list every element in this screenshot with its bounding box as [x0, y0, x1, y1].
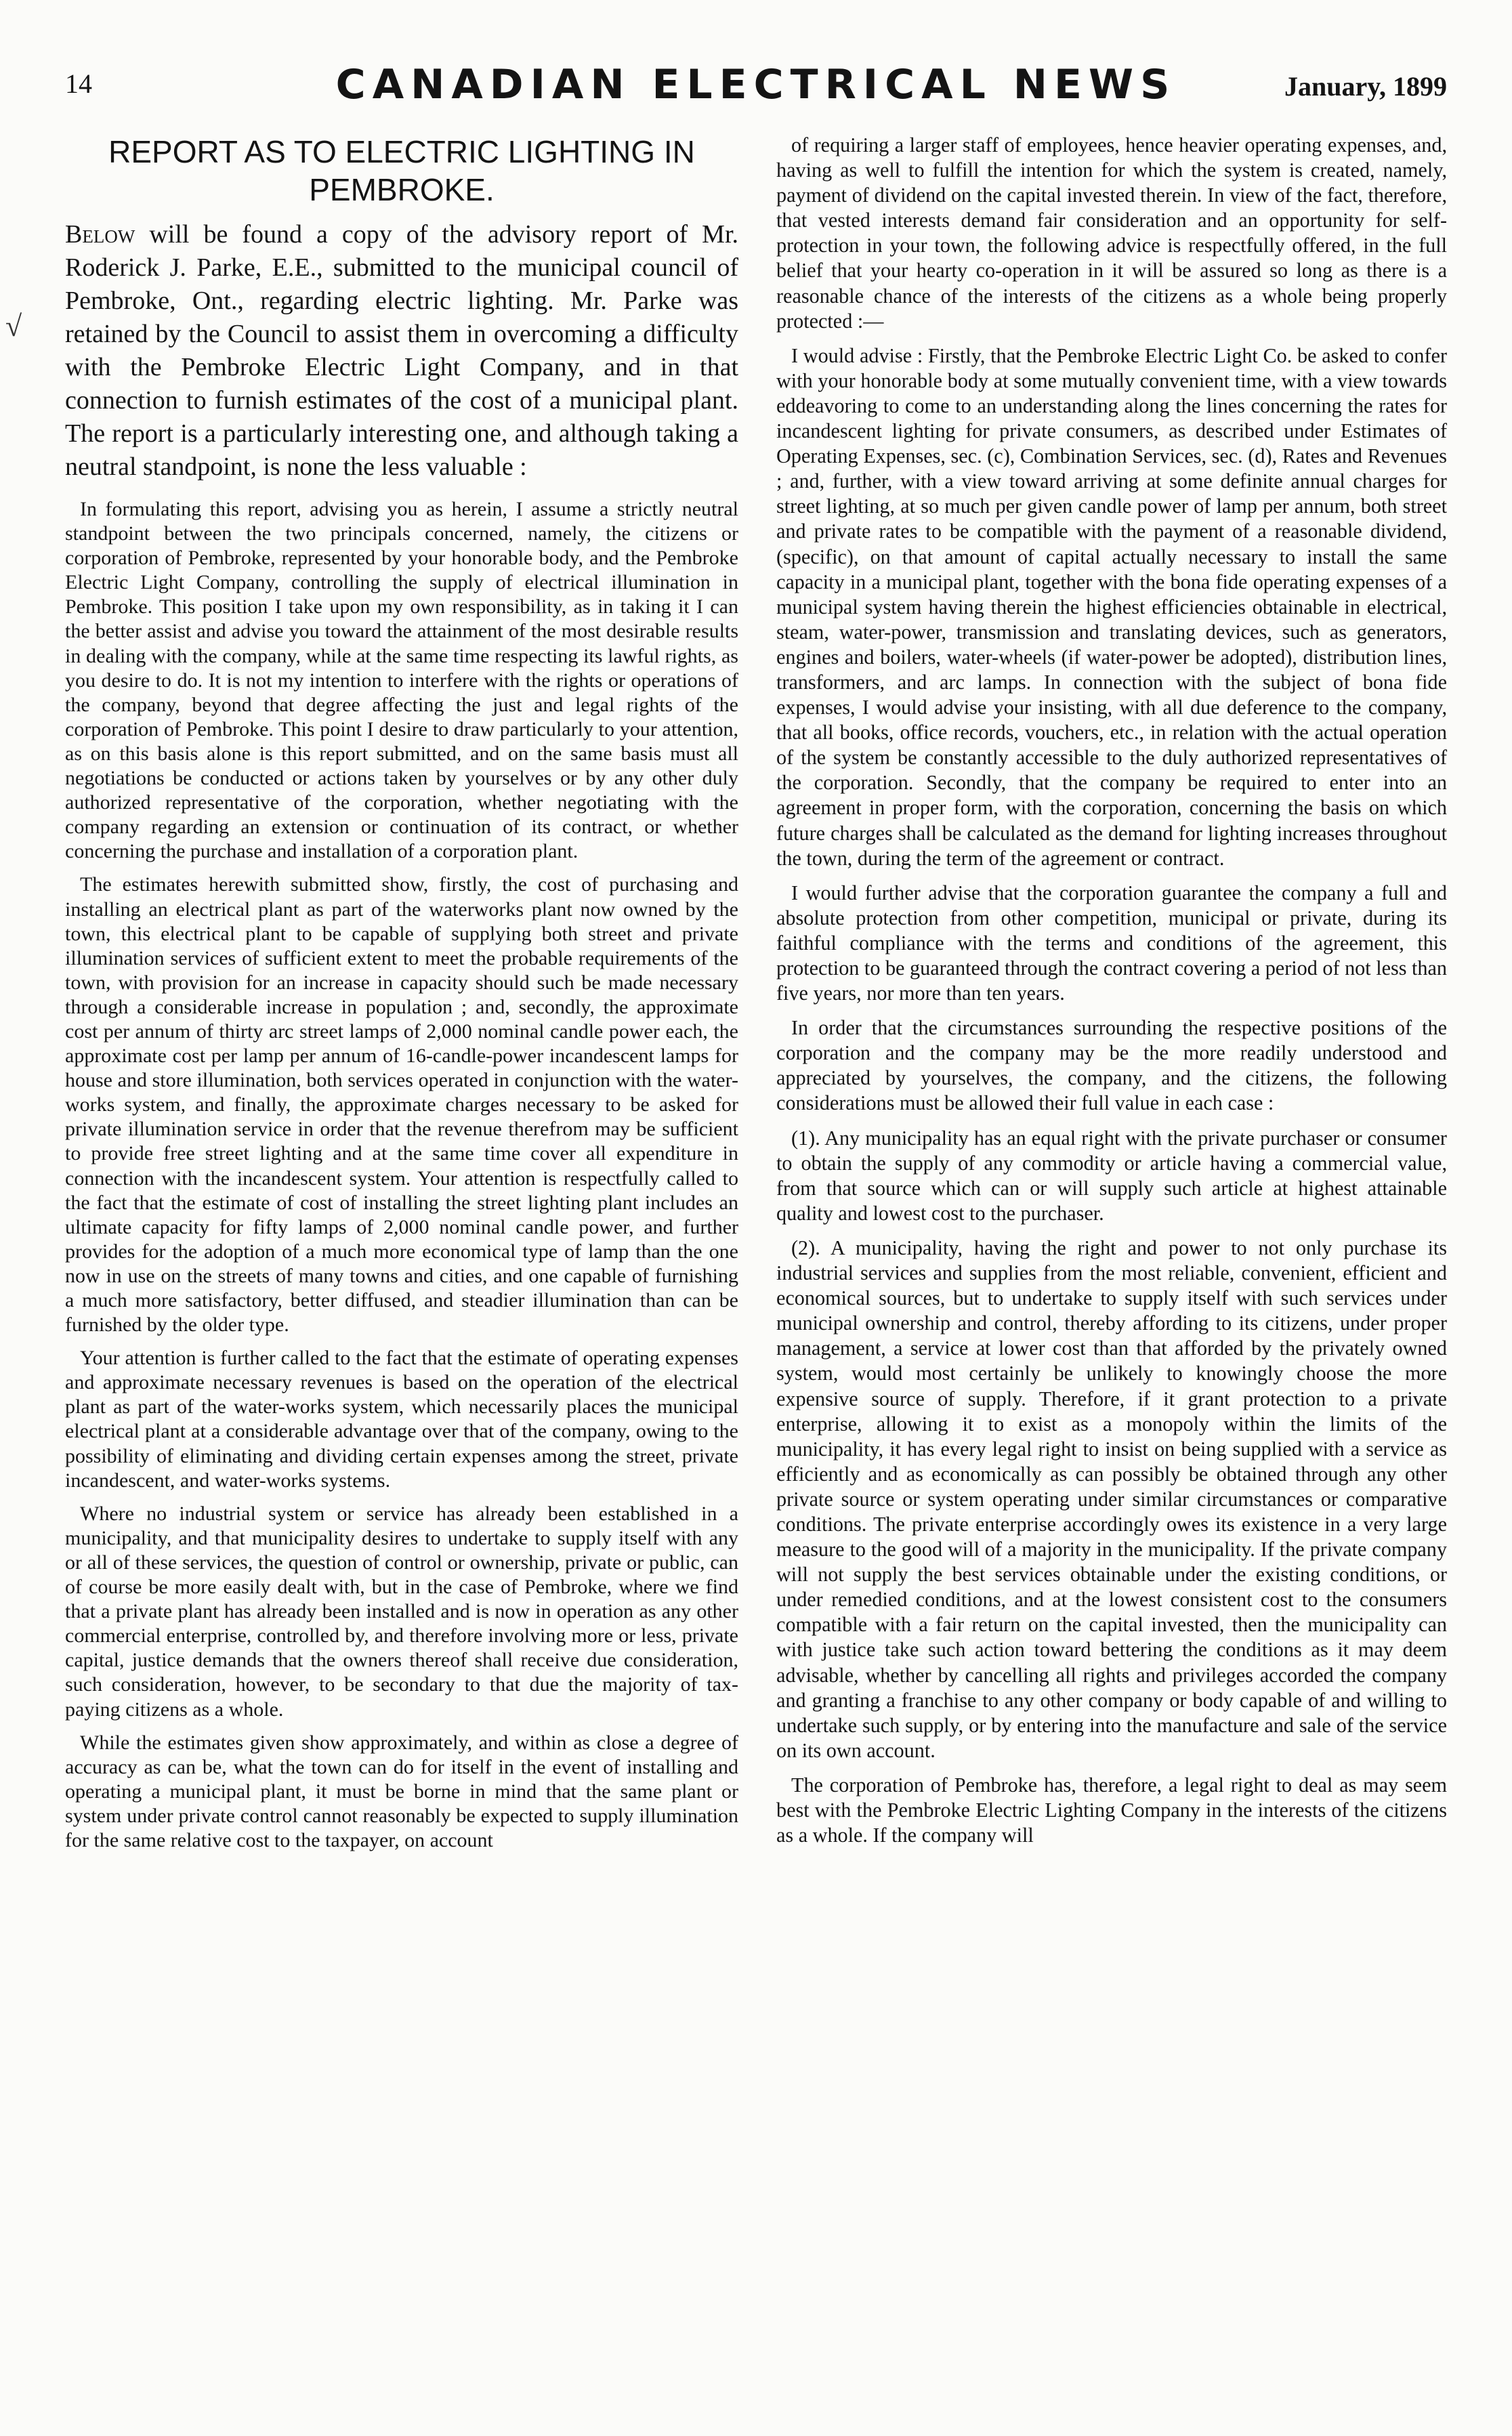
paragraph: of requiring a larger staff of employees, hence heavier operating expenses, and, having as well to fulfill the intention for which the system is created, namely, payment of dividend on the capital invested therein. In view of the fact, therefore, that vested interests demand fair consideration and an opportunity for self-protection in your town, the following advice is respectfully offered, in the full belief that your hearty co-operation in it will be assured so long as there is a reasonable chance of the interests of the citizens as a whole being properly protected :— [776, 133, 1447, 333]
paragraph: (1). Any municipality has an equal right with the private purchaser or consumer to obtain the supply of any commodity or article having a commercial value, from that source which can or will supply such article at highest attainable quality and lowest cost to the purchaser. [776, 1126, 1447, 1225]
right-column [776, 133, 1447, 1857]
article-title: REPORT AS TO ELECTRIC LIGHTING IN PEMBROKE. [108, 134, 695, 207]
paragraph: The estimates herewith submitted show, firstly, the cost of purchasing and installing an electrical plant as part of the waterworks plant now owned by the town, this electrical plant to be capable of supplying both street and private illumination services of sufficient extent to meet the probable requirements of the town, with provision for an increase in capacity should such be made necessary through a considerable increase in population ; and, secondly, the approximate cost per annum of thirty arc street lamps of 2,000 nominal candle power each, the approximate cost per lamp per annum of 16-candle-power incandescent lamps for house and store illumination, both services operated in conjunction with the water-works system, and finally, the approximate charges necessary to be asked for private illumination service in order that the revenue therefrom may be sufficient to provide free street lighting and at the same time cover all expenditure in connection with the incandescent system. Your attention is respectfully called to the fact that the estimate of cost of installing the street lighting plant includes an ultimate capacity for fifty lamps of 2,000 nominal candle power, and further provides for the adoption of a much more economical type of lamp than the one now in use on the streets of many towns and cities, and one capable of furnishing a much more satisfactory, better diffused, and steadier illumination than can be furnished by the older type. [65, 873, 738, 1337]
paragraph: Your attention is further called to the fact that the estimate of operating expenses and approximate necessary revenues is based on the operation of the electrical plant as part of the water-works system, which necessarily places the municipal electrical plant at a considerable advantage over that of the company, owing to the possibility of eliminating and dividing certain expenses among the street, private incandescent, and water-works systems. [65, 1347, 738, 1492]
masthead: CANADIAN ELECTRICAL NEWS [335, 61, 1177, 108]
page-header [65, 61, 1447, 122]
paragraph: I would advise : Firstly, that the Pembroke Electric Light Co. be asked to confer with your honorable body at some mutually convenient time, with a view towards eddeavoring to come to an understanding along the lines concerning the rates for incandescent lighting for private consumers, as described under Estimates of Operating Expenses, sec. (c), Combination Services, sec. (d), Rates and Revenues ; and, further, with a view toward arriving at some definite annual charges for street lighting, at so much per given candle power of lamp per annum, both street and private rates to be compatible with the payment of a reasonable dividend, (specific), on that amount of capital actually necessary to install the same capacity in a municipal plant, together with the bona fide operating expenses of a municipal system having therein the highest efficiencies obtainable in electrical, steam, water-power, transmission and translating devices, such as generators, engines and boilers, water-wheels (if water-power be adopted), distribution lines, transformers, and arc lamps. In connection with the subject of bona fide expenses, I would advise your insisting, with all due deference to the company, that all books, office records, vouchers, etc., in relation with the actual operation of the system be constantly accessible to the duly authorized representatives of the corporation. Secondly, that the company be required to enter into an agreement in proper form, with the corporation, concerning the basis on which future charges shall be calculated as the demand for lighting increases throughout the town, during the term of the agreement or contract. [776, 343, 1447, 870]
paragraph: Where no industrial system or service has already been established in a municipality, and that municipality desires to undertake to supply itself with any or all of these services, the question of control or ownership, private or public, can of course be more easily dealt with, but in the case of Pembroke, where we find that a private plant has already been installed and is now in operation as any other commercial enterprise, controlled by, and therefore involving more or less, private capital, justice demands that the owners thereof shall receive due consideration, such consideration, however, to be secondary to that due the majority of tax-paying citizens as a whole. [65, 1502, 738, 1721]
paragraph: I would further advise that the corporation guarantee the company a full and absolute protection from other competition, municipal or private, during its faithful compliance with the terms and conditions of the agreement, this protection to be guaranteed through the contract covering a period of not less than five years, nor more than ten years. [776, 881, 1447, 1005]
paragraph: In formulating this report, advising you as herein, I assume a strictly neutral standpoint between the two principals concerned, namely, the citizens or corporation of Pembroke, represented by your honorable body, and the Pembroke Electric Light Company, controlling the supply of electrical illumination in Pembroke. This position I take upon my own responsibility, as in taking it I can the better assist and advise you toward the attainment of the most desirable results in dealing with the company, while at the same time respecting its lawful rights, as you desire to do. It is not my intention to interfere with the rights or operations of the company, beyond that degree affecting the just and legal rights of the corporation of Pembroke. This point I desire to draw particularly to your attention, as on this basis alone is this report submitted, and on the same basis must all negotiations be conducted or actions taken by yourselves or by any other duly authorized representative of the corporation, whether negotiating with the company regarding an extension or continuation of its contract, or whether concerning the purchase and installation of a corporation plant. [65, 498, 738, 863]
paragraph: (2). A municipality, having the right and power to not only purchase its industrial services and supplies from the most reliable, convenient, efficient and economical sources, but to undertake to supply itself with such services under municipal ownership and control, thereby affording to its citizens, under proper management, a service at lower cost than that afforded by the privately owned system, would most certainly be unlikely to knowingly choose the more expensive source of supply. Therefore, if it grant protection to a private enterprise, allowing it to exist as a monopoly within the limits of the municipality, it has every legal right to insist on being supplied with a service as efficiently and as economically as can possibly be obtained through any other private source or system operating under similar circumstances or comparative conditions. The private enterprise accordingly owes its existence in a very large measure to the good will of a majority in the municipality. If the private company will not supply the best services obtainable under the existing conditions, or under remedied conditions, and at the lowest consistent cost to the consumers compatible with a fair return on the capital invested, then the municipality can with justice take such action toward bettering the conditions as it may deem advisable, whether by cancelling all rights and privileges accorded the company and granting a franchise to any other company or body capable of and willing to undertake such supply, or by entering into the manufacture and sale of the service on its own account. [776, 1236, 1447, 1762]
paragraph: While the estimates given show approximately, and within as close a degree of accuracy as can be, what the town can do for itself in the event of installing and operating a municipal plant, it must be borne in mind that the same plant or system under private control cannot reasonably be expected to supply illumination for the same relative cost to the taxpayer, on account [65, 1731, 738, 1851]
lead-text: will be found a copy of the advisory report of Mr. Roderick J. Parke, E.E., submitted to the municipal council of Pembroke, Ont., regarding electric lighting. Mr. Parke was retained by the Council to assist them in overcoming a difficulty with the Pembroke Electric Light Company, and in that connection to furnish estimates of the cost of a municipal plant. The report is a particularly interesting one, and although taking a neutral standpoint, is none the less valuable : [65, 220, 738, 481]
article-lead [65, 218, 738, 484]
lead-dropcap: Below [65, 220, 135, 249]
left-column [65, 133, 738, 1862]
paragraph: In order that the circumstances surrounding the respective positions of the corporation and the company may be the more readily understood and appreciated by yourselves, the company, and the citizens, the following considerations must be allowed their full value in each case : [776, 1016, 1447, 1115]
issue-date: January, 1899 [1284, 71, 1447, 102]
page-number: 14 [65, 68, 92, 99]
paragraph: The corporation of Pembroke has, therefore, a legal right to deal as may seem best with the Pembroke Electric Lighting Company in the interests of the citizens as a whole. If the company will [776, 1773, 1447, 1847]
margin-check-mark: √ [5, 310, 22, 343]
